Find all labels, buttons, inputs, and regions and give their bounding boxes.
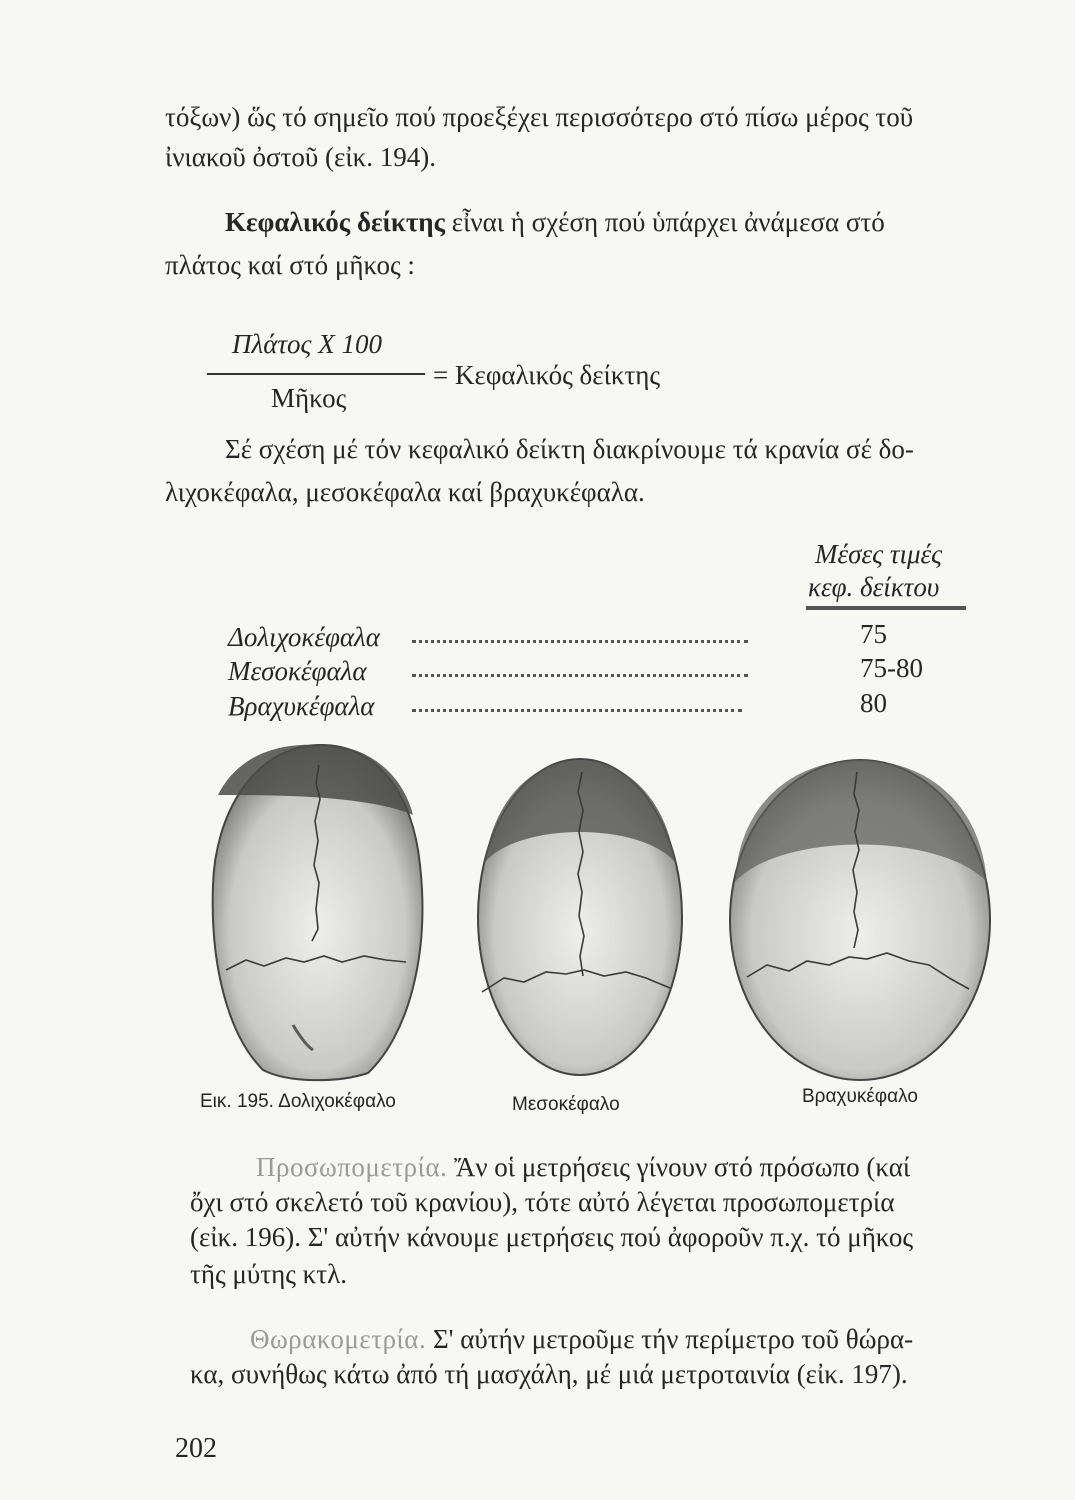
paragraph-4-line-4: τῆς μύτης κτλ. <box>190 1259 347 1289</box>
paragraph-3-line-2: λιχοκέφαλα, μεσοκέφαλα καί βραχυκέφαλα. <box>165 477 645 507</box>
paragraph-4-line-3: (εἰκ. 196). Σ' αὐτήν κάνουμε μετρήσεις πού ἀφοροῦν π.χ. τό μῆκος <box>190 1222 914 1252</box>
table-row-value: 75-80 <box>860 653 923 683</box>
paragraph-2-line-2: πλάτος καί στό μῆκος : <box>165 250 415 280</box>
paragraph-1-line-1: τόξων) ὥς τό σημεῖο πού προεξέχει περισσότερο στό πίσω μέρος τοῦ <box>165 102 914 132</box>
table-header-rule <box>806 606 966 610</box>
brachycephalic-skull-illustration <box>725 752 995 1087</box>
figure-caption-brachycephalic: Βραχυκέφαλο <box>802 1086 918 1107</box>
term-cephalic-index: Κεφαλικός δείκτης <box>225 207 446 237</box>
page-number: 202 <box>175 1433 217 1464</box>
dolichocephalic-skull-illustration <box>198 735 438 1085</box>
table-row-label: Βραχυκέφαλα <box>228 691 375 721</box>
paragraph-5-line-1-rest: Σ' αὐτήν μετροῦμε τήν περίμετρο τοῦ θώρα- <box>426 1324 914 1354</box>
formula-denominator: Μῆκος <box>271 383 347 413</box>
heading-thoracometry: Θωρακομετρία. <box>250 1324 427 1354</box>
mesocephalic-skull-illustration <box>470 752 690 1082</box>
table-row-value: 80 <box>860 688 887 718</box>
table-header-line-1: Μέσες τιμές <box>815 539 943 569</box>
paragraph-4-line-2: ὄχι στό σκελετό τοῦ κρανίου), τότε αὐτό λέγεται προσωπομετρία <box>190 1187 895 1217</box>
paragraph-1-line-2: ἰνιακοῦ ὀστοῦ (εἰκ. 194). <box>165 142 436 172</box>
table-row-leader <box>412 709 742 712</box>
table-row-label: Δολιχοκέφαλα <box>228 622 380 652</box>
paragraph-4-line-1 <box>256 1150 910 1184</box>
table-header-line-2: κεφ. δείκτου <box>808 572 940 602</box>
formula-result: = Κεφαλικός δείκτης <box>433 360 661 390</box>
formula-fraction-bar <box>207 373 425 375</box>
heading-prosopometry: Προσωπομετρία. <box>256 1152 448 1182</box>
formula-numerator: Πλάτος X 100 <box>232 329 382 359</box>
figure-caption-mesocephalic: Μεσοκέφαλο <box>512 1094 620 1115</box>
table-row-leader <box>412 674 748 677</box>
paragraph-5-line-1 <box>250 1322 913 1356</box>
paragraph-4-line-1-rest: Ἄν οἱ μετρήσεις γίνουν στό πρόσωπο (καί <box>447 1152 911 1182</box>
table-row-leader <box>412 640 748 643</box>
paragraph-2-line-1 <box>225 205 885 239</box>
paragraph-5-line-2: κα, συνήθως κάτω ἀπό τή μασχάλη, μέ μιά μετροταινία (εἰκ. 197). <box>190 1359 908 1389</box>
figure-caption-dolichocephalic: Εικ. 195. Δολιχοκέφαλο <box>200 1091 396 1112</box>
paragraph-2-line-1-rest: εἶναι ἡ σχέση πού ὑπάρχει ἀνάμεσα στό <box>445 207 885 237</box>
table-row-value: 75 <box>860 619 887 649</box>
table-row-label: Μεσοκέφαλα <box>228 656 367 686</box>
paragraph-3-line-1: Σέ σχέση μέ τόν κεφαλικό δείκτη διακρίνουμε τά κρανία σέ δο- <box>225 434 914 464</box>
